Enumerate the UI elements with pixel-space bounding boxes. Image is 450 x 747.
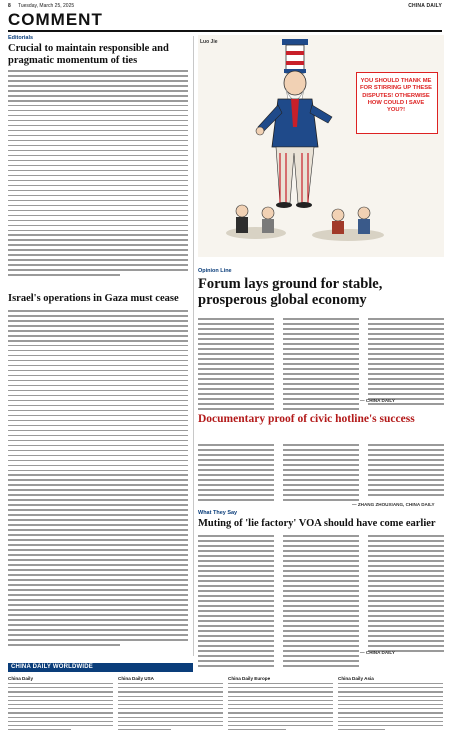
- pull-quote-author: — ZHANG ZHOUXIANG, CHINA DAILY: [352, 502, 435, 507]
- footer-title: CHINA DAILY WORLDWIDE: [11, 664, 93, 670]
- what-they-say-body-col-3: [368, 535, 444, 655]
- opinion-line-title: Forum lays ground for stable, prosperous global economy: [198, 276, 383, 308]
- editorial-2-title: Israel's operations in Gaza must cease: [8, 293, 179, 304]
- editorial-1-body: [8, 70, 188, 279]
- editorial-2-body: [8, 310, 188, 649]
- footer-column: [8, 676, 113, 733]
- section-title: COMMENT: [8, 10, 103, 29]
- opinion-line-body-col-2: [283, 318, 359, 413]
- footer-column: [118, 676, 223, 733]
- editorial-1-title: Crucial to maintain responsible and pragmatic momentum of ties: [8, 43, 169, 66]
- opinion-line-author: — CHINA DAILY: [360, 398, 395, 403]
- opinion-line-body-col-3: [368, 318, 444, 408]
- editorials-kicker: Editorials: [8, 35, 34, 41]
- column-divider: [193, 36, 194, 656]
- footer-column-heading: China Daily Asia: [338, 676, 374, 681]
- footer-directory: [8, 676, 444, 740]
- what-they-say-title: Muting of 'lie factory' VOA should have come earlier: [198, 518, 436, 529]
- pull-quote-headline: Documentary proof of civic hotline's success: [198, 413, 415, 425]
- brand-name: CHINA DAILY: [408, 3, 442, 9]
- pull-quote-body-col-2: [283, 444, 359, 504]
- footer-column-heading: China Daily: [8, 676, 34, 681]
- footer-column: [228, 676, 333, 733]
- pull-quote-body-col-3: [368, 444, 444, 499]
- footer-column: [338, 676, 443, 733]
- what-they-say-author: — CHINA DAILY: [360, 650, 395, 655]
- footer-column-heading: China Daily Europe: [228, 676, 271, 681]
- pull-quote-body-col-1: [198, 444, 274, 504]
- page-number: 8: [8, 3, 11, 9]
- what-they-say-body-col-1: [198, 535, 274, 670]
- speech-bubble-text: YOU SHOULD THANK ME FOR STIRRING UP THESE DISPUTES! OTHERWISE HOW COULD I SAVE YOU?!: [359, 78, 433, 114]
- editorial-cartoon: [198, 35, 444, 257]
- what-they-say-kicker: What They Say: [198, 510, 238, 516]
- section-rule: [8, 30, 442, 32]
- issue-date: Tuesday, March 25, 2025: [18, 3, 75, 9]
- footer-column-heading: China Daily USA: [118, 676, 154, 681]
- opinion-line-kicker: Opinion Line: [198, 268, 232, 274]
- cartoon-credit: Luo Jie: [200, 39, 218, 45]
- opinion-line-body-col-1: [198, 318, 274, 413]
- what-they-say-body-col-2: [283, 535, 359, 670]
